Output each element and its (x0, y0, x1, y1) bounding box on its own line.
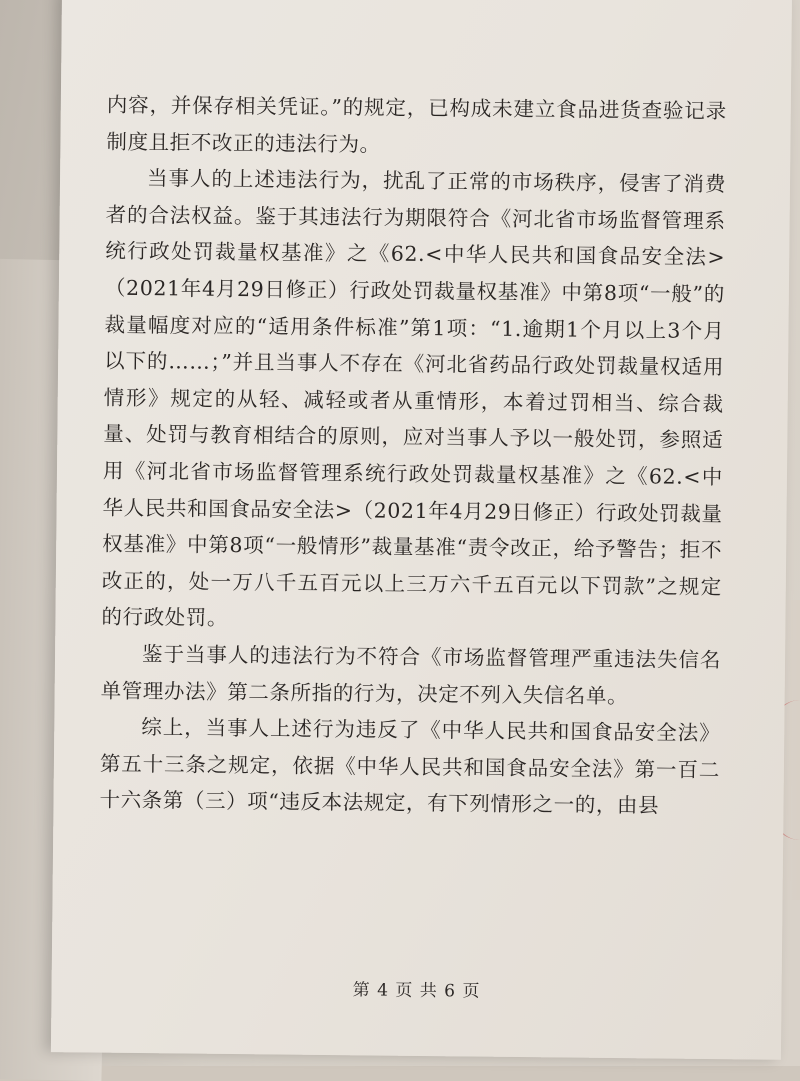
paragraph-1: 内容，并保存相关凭证。”的规定，已构成未建立食品进货查验记录制度且拒不改正的违法行为。 (106, 92, 727, 157)
paragraph-3: 鉴于当事人的违法行为不符合《市场监督管理严重违法失信名单管理办法》第二条所指的行为，决定不列入失信名单。 (100, 641, 722, 708)
paragraph-4: 综上，当事人上述行为违反了《中华人民共和国食品安全法》第五十三条之规定，依据《中华人民共和国食品安全法》第一百二十六条第（三）项“违反本法规定，有下列情形之一的，由县 (99, 715, 721, 818)
document-body (99, 87, 727, 825)
document-page (51, 0, 792, 1060)
paragraph-2: 当事人的上述违法行为，扰乱了正常的市场秩序，侵害了消费者的合法权益。鉴于其违法行为期限符合《河北省市场监督管理系统行政处罚裁量权基准》之《62.<中华人民共和国食品安全法>（2021年4月29日修正）行政处罚裁量权基准》中第8项“一般”的裁量幅度对应的“适用条件标准”第1项：“1.逾期1个月以上3个月以下的……；”并且当事人不存在《河北省药品行政处罚裁量权适用情形》规定的从轻、减轻或者从重情形，本着过罚相当、综合裁量、处罚与教育相结合的原则，应对当事人予以一般处罚，参照适用《河北省市场监督管理系统行政处罚裁量权基准》之《62.<中华人民共和国食品安全法>（2021年4月29日修正）行政处罚裁量权基准》中第8项“一般情形”裁量基准“责令改正，给予警告；拒不改正的，处一万八千五百元以上三万六千五百元以下罚款”之规定的行政处罚。 (101, 166, 727, 631)
page-number-footer: 第 4 页 共 6 页 (352, 980, 481, 1002)
